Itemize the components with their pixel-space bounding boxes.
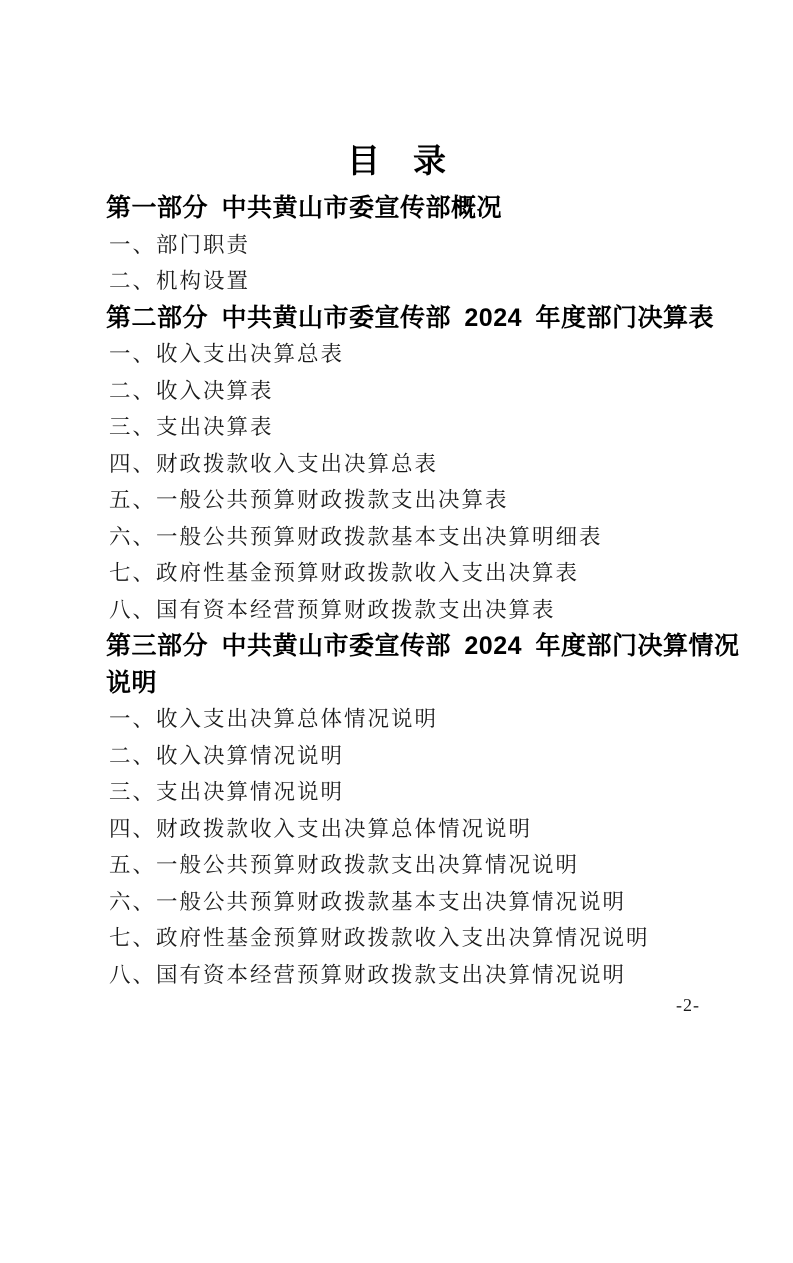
toc-item: 三、支出决算情况说明 (109, 780, 345, 804)
toc-item: 二、收入决算情况说明 (109, 743, 345, 768)
section-heading-part3: 第三部分 中共黄山市委宣传部 2024 年度部门决算情况说明 (106, 632, 740, 697)
section-heading-part2: 第二部分 中共黄山市委宣传部 2024 年度部门决算表 (106, 303, 714, 332)
page-number: -2- (676, 995, 700, 1015)
toc-item: 一、收入支出决算总体情况说明 (109, 707, 439, 731)
toc-item: 五、一般公共预算财政拨款支出决算表 (109, 488, 509, 512)
toc-item: 六、一般公共预算财政拨款基本支出决算明细表 (109, 524, 603, 549)
doc-title: 目 录 (347, 142, 446, 179)
toc-item: 三、支出决算表 (109, 415, 274, 439)
toc-item: 六、一般公共预算财政拨款基本支出决算情况说明 (109, 889, 627, 914)
toc-item: 二、机构设置 (109, 269, 251, 293)
document-page (0, 141, 793, 1263)
toc-item: 八、国有资本经营预算财政拨款支出决算表 (109, 597, 556, 622)
toc-item: 二、收入决算表 (109, 378, 274, 403)
toc-item: 四、财政拨款收入支出决算总体情况说明 (109, 816, 533, 841)
toc-item: 一、收入支出决算总表 (109, 342, 345, 366)
toc-item: 五、一般公共预算财政拨款支出决算情况说明 (109, 853, 580, 877)
toc-item: 八、国有资本经营预算财政拨款支出决算情况说明 (109, 962, 627, 987)
section-heading-part1: 第一部分 中共黄山市委宣传部概况 (106, 194, 502, 222)
toc-item: 七、政府性基金预算财政拨款收入支出决算表 (109, 561, 580, 585)
toc-item: 七、政府性基金预算财政拨款收入支出决算情况说明 (109, 926, 650, 950)
table-of-contents (106, 190, 751, 993)
toc-item: 四、财政拨款收入支出决算总表 (109, 451, 439, 476)
toc-item: 一、部门职责 (109, 232, 251, 257)
